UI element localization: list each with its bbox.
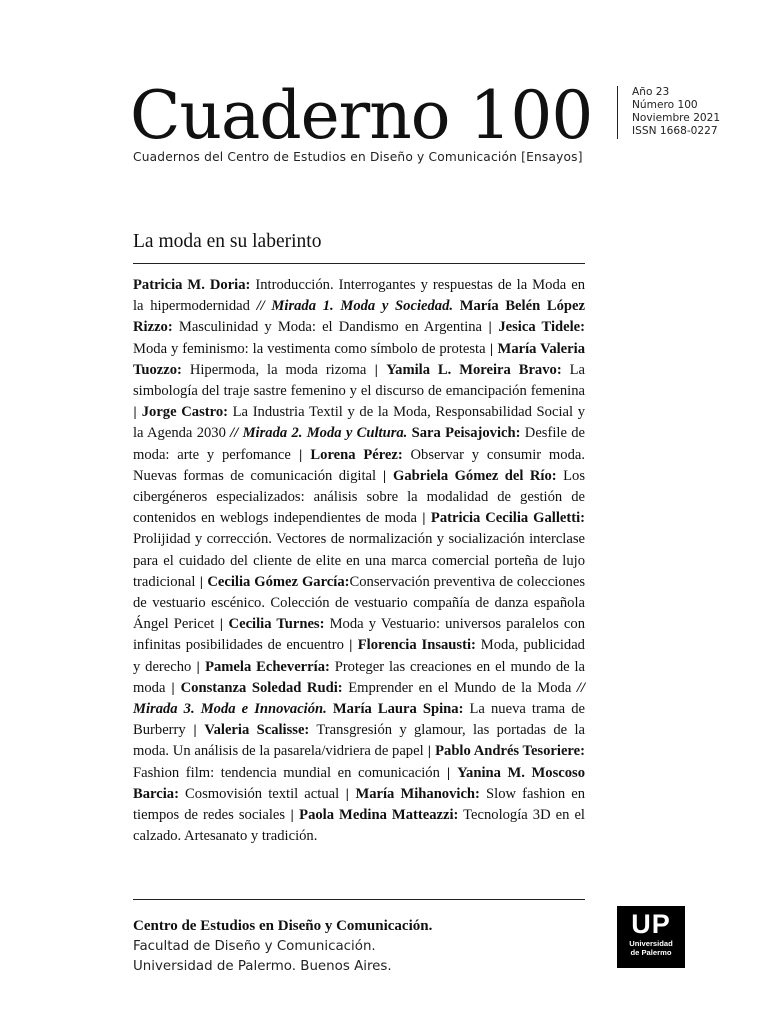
toc-separator: | [196,659,201,674]
footer-center-name: Centro de Estudios en Diseño y Comunicación. [133,918,433,934]
journal-subtitle: Cuadernos del Centro de Estudios en Diseño y Comunicación [Ensayos] [133,150,583,164]
toc-separator: | [348,638,353,653]
issue-divider [617,86,618,139]
toc-author: Valeria Scalisse: [204,722,310,739]
footer-divider [133,899,585,900]
up-logo-name-1: Universidad [629,939,673,948]
toc-author: María Valeria Tuozzo: [133,340,585,378]
toc-author: Cecilia Gómez García: [207,573,350,590]
toc-author: Cecilia Turnes: [228,616,325,633]
toc-separator: | [199,574,204,589]
toc-author: María Laura Spina: [332,701,464,718]
toc-author: Constanza Soledad Rudi: [180,679,343,696]
toc-article-title: Introducción. Interrogantes y respuestas de la Moda en la hipermodernidad [133,277,585,315]
toc-article-title: Hipermoda, la moda rizoma [181,361,375,378]
toc-article-title: Prolijidad y corrección. Vectores de normalización y socialización interclase para el cuidado del cliente de elite en una marca comercial porteña de lujo tradicional [133,531,585,590]
toc-separator: | [421,511,426,526]
issue-info [632,86,720,138]
toc-separator: | [382,468,387,483]
toc-article-title: Masculinidad y Moda: el Dandismo en Argentina [172,319,489,336]
toc-author: Patricia M. Doria: [133,277,251,293]
toc-author: Sara Peisajovich: [411,425,521,442]
toc-article-title: Moda, publicidad y derecho [133,637,585,675]
toc-author: Jesica Tidele: [498,319,585,336]
footer-faculty: Facultad de Diseño y Comunicación. [133,939,376,954]
toc-separator: | [171,680,176,695]
journal-title: Cuaderno 100 [130,77,593,154]
toc-article-title: La simbología del traje sastre femenino y el discurso de emancipación femenina [133,361,586,400]
toc-article-title: Desfile de moda: arte y perfomance [133,425,585,463]
toc-author: Pamela Echeverría: [205,658,330,675]
toc-article-title: Moda y Vestuario: universos paralelos con infinitas posibilidades de encuentro [133,616,586,654]
toc-separator: | [345,786,350,801]
toc-separator: | [193,723,198,738]
toc-author: María Belén López Rizzo: [133,298,585,336]
toc-separator: | [133,405,138,420]
toc-author: Jorge Castro: [141,404,228,421]
toc-author: Florencia Insausti: [357,637,476,654]
toc-separator: | [298,447,303,462]
toc-separator: | [489,341,494,356]
toc-author: Pablo Andrés Tesoriere: [435,743,585,760]
toc-author: Paola Medina Matteazzi: [299,807,459,824]
toc-separator: | [446,765,451,780]
toc-author: Yanina M. Moscoso Barcia: [133,764,585,802]
issue-year: Año 23 [632,86,670,98]
toc-author: Lorena Pérez: [310,446,403,463]
toc-article-title: La nueva trama de Burberry [133,701,585,739]
toc-section-heading: // Mirada 1. Moda y Sociedad. [256,298,454,315]
toc-article-title: Cosmovisión textil actual [178,785,346,802]
toc-article-title: Emprender en el Mundo de la Moda [342,679,577,696]
toc-article-title: Observar y consumir moda. Nuevas formas de comunicación digital [133,446,585,484]
toc-article-title: La Industria Textil y de la Moda, Responsabilidad Social y la Agenda 2030 [133,404,585,442]
toc-author: Yamila L. Moreira Bravo: [386,361,562,378]
toc-separator: | [427,744,432,759]
toc-separator: | [219,617,224,632]
toc-article-title: Proteger las creaciones en el mundo de la moda [133,658,585,696]
issue-number: Número 100 [632,99,698,111]
footer-university: Universidad de Palermo. Buenos Aires. [133,959,392,974]
toc-separator: | [290,808,295,823]
up-logo [617,906,685,968]
toc-article-title: Transgresión y glamour, las portadas de la moda. Un análisis de la pasarela/vidriera de papel [133,722,585,760]
toc-section-heading: // Mirada 3. Moda e Innovación. [133,679,585,718]
table-of-contents [133,275,585,847]
toc-article-title: Slow fashion en tiempos de redes sociales [133,785,586,824]
issue-issn: ISSN 1668-0227 [632,125,718,137]
toc-author: Gabriela Gómez del Río: [393,467,557,484]
section-title: La moda en su laberinto [133,231,322,252]
toc-author: María Mihanovich: [355,785,480,802]
toc-article-title [453,298,460,314]
toc-article-title: Fashion film: tendencia mundial en comunicación [133,764,447,781]
toc-separator: | [374,362,379,377]
toc-separator: | [488,320,493,335]
toc-section-heading: // Mirada 2. Moda y Cultura. [230,425,408,442]
toc-article-title: Conservación preventiva de colecciones de vestuario escénico. Colección de vestuario compañía de danza española Ángel Pericet [133,573,585,633]
issue-date: Noviembre 2021 [632,112,721,124]
toc-author: Patricia Cecilia Galletti: [430,510,586,527]
toc-article-title: Moda y feminismo: la vestimenta como símbolo de protesta [133,340,490,357]
toc-article-title: Los cibergéneros especializados: análisis sobre la modalidad de gestión de contenidos en weblogs independientes de moda [133,467,586,527]
toc-article-title: Tecnología 3D en el calzado. Artesanato y tradición. [133,807,585,845]
section-divider [133,263,585,264]
up-logo-name-2: de Palermo [630,948,672,957]
up-logo-mark: UP [631,909,671,939]
